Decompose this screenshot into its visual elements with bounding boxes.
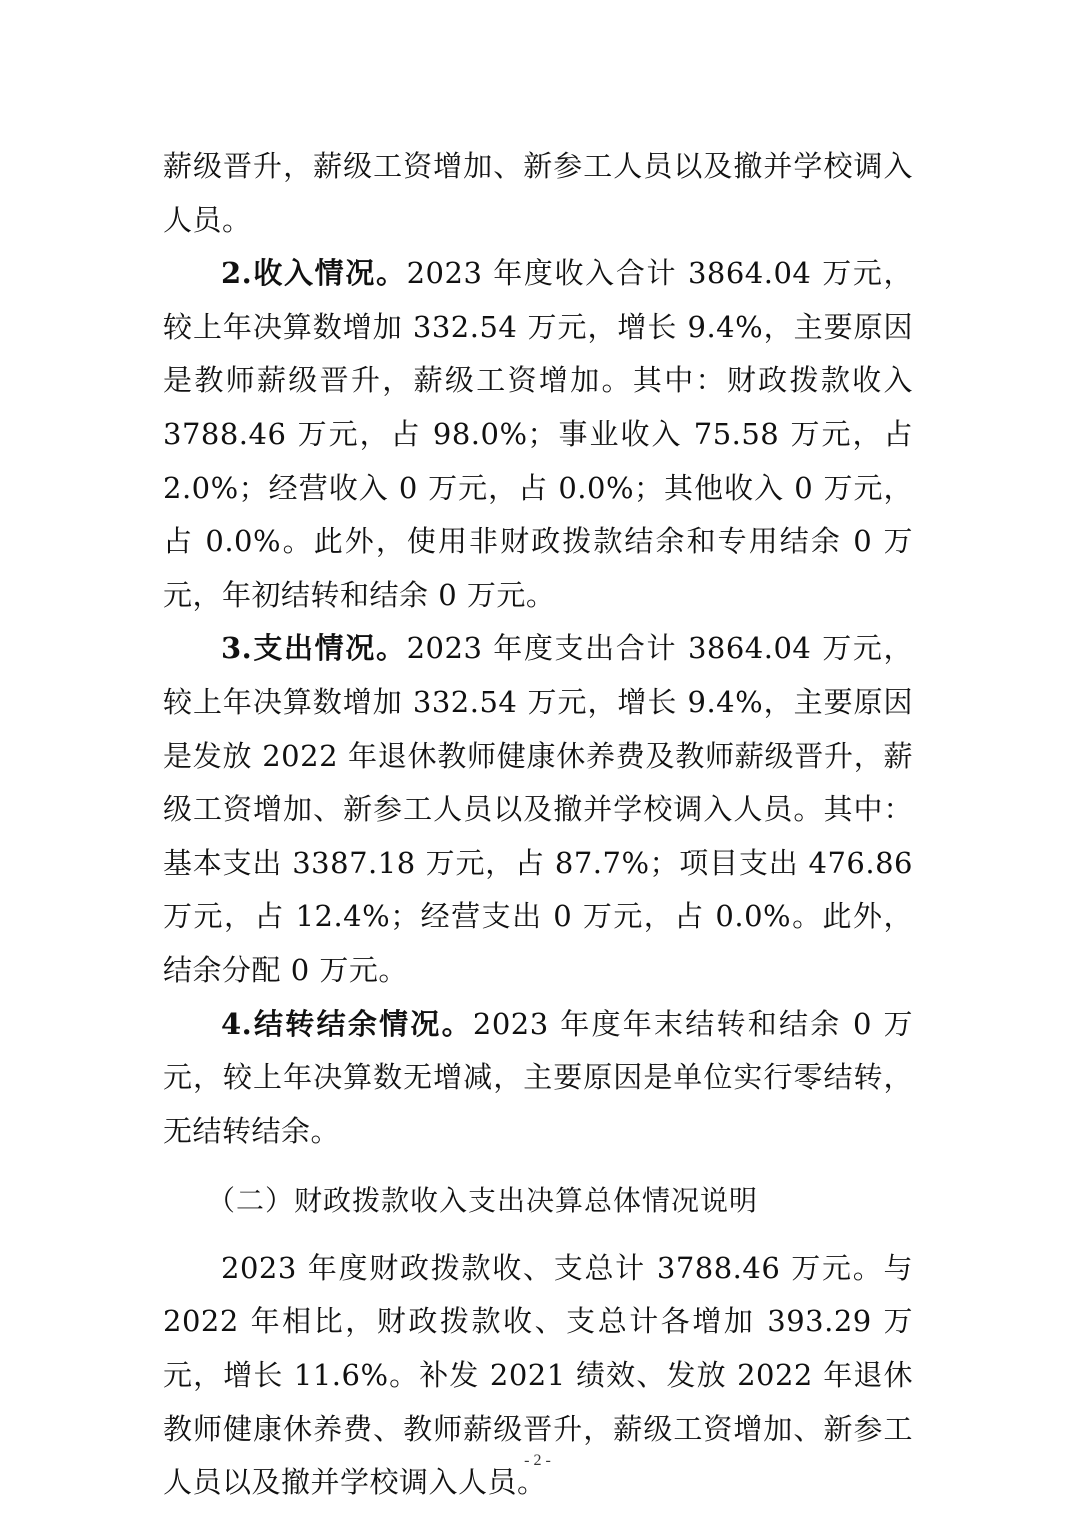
continuation-paragraph: 薪级晋升，薪级工资增加、新参工人员以及撤并学校调入人员。 xyxy=(163,149,913,237)
carryover-text: 2023 年度年末结转和结余 0 万元，较上年决算数无增减，主要原因是单位实行零结转，无结转结余。 xyxy=(163,1006,913,1148)
expenditure-heading: 3.支出情况。 xyxy=(221,631,407,666)
income-paragraph xyxy=(163,247,913,622)
income-heading: 2.收入情况。 xyxy=(221,256,407,291)
expenditure-paragraph xyxy=(163,622,913,997)
carryover-heading: 4.结转结余情况。 xyxy=(221,1006,473,1041)
carryover-paragraph xyxy=(163,998,913,1159)
document-body xyxy=(163,140,913,1510)
page-number: - 2 - xyxy=(524,1452,551,1469)
income-text: 2023 年度收入合计 3864.04 万元，较上年决算数增加 332.54 万元，增长 9.4%，主要原因是教师薪级晋升，薪级工资增加。其中：财政拨款收入 3788.46 万元，占 98.0%；事业收入 75.58 万元，占 2.0%；经营收入 0 万元，占 0.0%；其他收入 0 万元，占 0.0%。此外，使用非财政拨款结余和专用结余 0 万元，年初结转和结余 0 万元。 xyxy=(163,256,913,612)
expenditure-text: 2023 年度支出合计 3864.04 万元，较上年决算数增加 332.54 万元，增长 9.4%，主要原因是发放 2022 年退休教师健康休养费及教师薪级晋升，薪级工资增加、新参工人员以及撤并学校调入人员。其中：基本支出 3387.18 万元，占 87.7%；项目支出 476.86 万元，占 12.4%；经营支出 0 万元，占 0.0%。此外，结余分配 0 万元。 xyxy=(163,631,913,987)
section-heading: （二）财政拨款收入支出决算总体情况说明 xyxy=(207,1184,759,1218)
fiscal-summary-paragraph: 2023 年度财政拨款收、支总计 3788.46 万元。与 2022 年相比，财政拨款收、支总计各增加 393.29 万元，增长 11.6%。补发 2021 绩效、发放 2022 年退休教师健康休养费、教师薪级晋升，薪级工资增加、新参工人员以及撤并学校调入人员。 xyxy=(163,1250,913,1500)
